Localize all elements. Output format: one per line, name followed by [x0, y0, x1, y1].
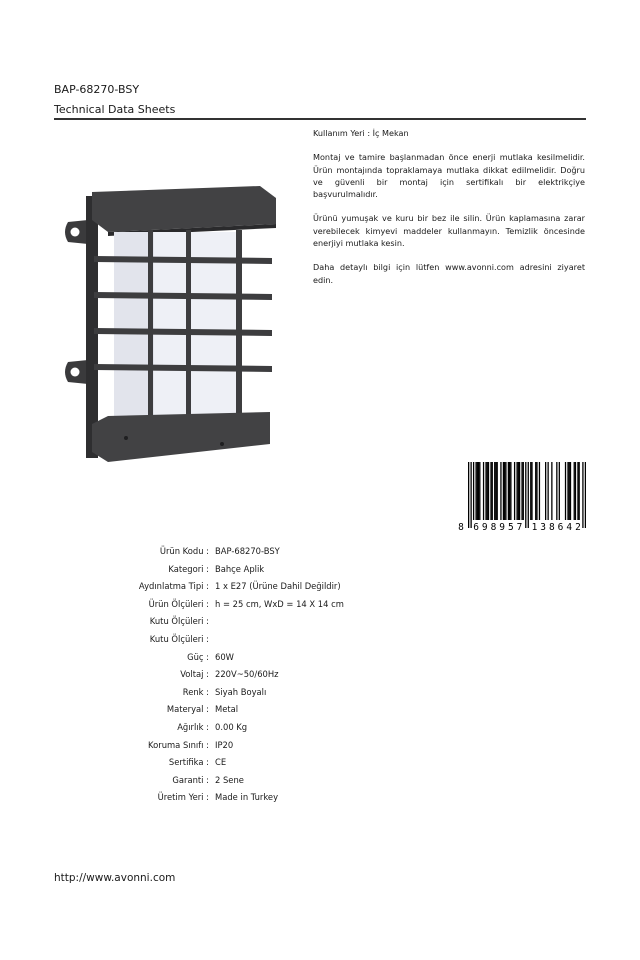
spec-value: CE: [215, 757, 227, 768]
spec-label: Üretim Yeri :: [157, 792, 209, 803]
barcode-bar: [547, 462, 548, 520]
barcode-bar: [470, 462, 471, 528]
barcode-digit: 6: [473, 522, 479, 532]
barcode-bar: [503, 462, 504, 520]
spec-row: [0, 702, 640, 716]
barcode-bar: [565, 462, 566, 520]
spec-row: [0, 632, 640, 646]
barcode-bar: [500, 462, 501, 520]
barcode-bar: [556, 462, 557, 520]
spec-row: [0, 667, 640, 681]
spec-value: Made in Turkey: [215, 792, 279, 803]
barcode-bar: [494, 462, 495, 520]
spec-label: Koruma Sınıfı :: [148, 739, 209, 750]
barcode-bar: [569, 462, 570, 520]
spec-row: [0, 597, 640, 611]
barcode-bar: [535, 462, 536, 520]
barcode-bar: [473, 462, 474, 520]
barcode-bar: [582, 462, 583, 528]
barcode-bar: [483, 462, 484, 520]
barcode-bar: [579, 462, 580, 520]
barcode-digit: 3: [540, 522, 547, 532]
barcode-digit: 9: [499, 522, 506, 532]
cleaning-note: Ürünü yumuşak ve kuru bir bez ile silin. Ürün kaplamasına zarar verebilecek kimyevi maddeler kullanmayın. Temizlik öncesinde enerjiyi mutlaka kesin.: [313, 213, 585, 249]
spec-label: Renk :: [182, 686, 209, 697]
barcode-bar: [551, 462, 552, 520]
spec-row: [0, 685, 640, 699]
barcode-digit: 8: [548, 522, 555, 532]
spec-value: 0.00 Kg: [215, 722, 248, 732]
barcode-bar: [485, 462, 486, 520]
barcode-bar: [559, 462, 560, 520]
barcode-bar: [567, 462, 568, 520]
spec-row: [0, 790, 640, 804]
barcode-bar: [478, 462, 479, 520]
barcode-bar: [521, 462, 522, 520]
barcode-bar: [475, 462, 476, 520]
base: [92, 412, 270, 462]
mounting-ear-top: [65, 220, 88, 244]
barcode-bar: [585, 462, 586, 528]
spec-label: Ürün Kodu :: [159, 546, 209, 556]
barcode-bar: [574, 462, 575, 520]
barcode-bar: [488, 462, 489, 520]
spec-row: [0, 614, 640, 628]
spec-value: Metal: [215, 704, 239, 715]
barcode-bars: [468, 462, 586, 528]
barcode-digits: [458, 522, 581, 532]
spec-label: Aydınlatma Tipi :: [138, 581, 209, 592]
barcode-bar: [477, 462, 478, 520]
barcode-bar: [516, 462, 517, 520]
top-cap: [92, 186, 276, 232]
barcode-bar: [504, 462, 505, 520]
barcode: [458, 462, 586, 532]
spec-label: Ağırlık :: [177, 722, 209, 732]
spec-value: Bahçe Aplik: [215, 563, 265, 574]
barcode-digit: 1: [531, 522, 538, 532]
spec-row: [0, 579, 640, 593]
spec-row: [0, 755, 640, 769]
spec-value: 1 x E27 (Ürüne Dahil Değildir): [215, 581, 341, 592]
barcode-bar: [575, 462, 576, 520]
barcode-digit: 7: [516, 522, 523, 532]
spec-label: Voltaj :: [180, 669, 209, 680]
mounting-ear-bottom: [65, 360, 88, 384]
barcode-bar: [479, 462, 480, 520]
spec-label: Kategori :: [168, 563, 209, 574]
barcode-bar: [497, 462, 498, 520]
barcode-digit: 2: [575, 522, 581, 532]
back-plate: [86, 196, 98, 458]
spec-row: [0, 720, 640, 734]
spec-row: [0, 738, 640, 752]
barcode-bar: [487, 462, 488, 520]
barcode-bar: [509, 462, 510, 520]
barcode-bar: [519, 462, 520, 520]
barcode-bar: [518, 462, 519, 520]
spec-row: [0, 562, 640, 576]
barcode-bar: [530, 462, 531, 520]
spec-label: Materyal :: [166, 704, 209, 715]
barcode-digit: 8: [458, 522, 464, 532]
barcode-bar: [528, 462, 529, 528]
spec-label: Garanti :: [172, 774, 209, 785]
barcode-bar: [505, 462, 506, 520]
spec-label: Sertifika :: [168, 757, 209, 768]
safety-note: Montaj ve tamire başlanmadan önce enerji mutlaka kesilmelidir. Ürün montajında topraklamaya mutlaka dikkat edilmelidir. Doğru ve güvenli bir montaj için sertifikalı bir elektrikçiye başvurulmalıdır.: [313, 152, 585, 200]
barcode-bar: [492, 462, 493, 520]
usage-location: Kullanım Yeri : İç Mekan: [313, 128, 409, 138]
barcode-bar: [539, 462, 540, 520]
barcode-bar: [508, 462, 509, 520]
spec-value: h = 25 cm, WxD = 14 X 14 cm: [215, 598, 344, 609]
barcode-bar: [525, 462, 526, 528]
barcode-digit: 6: [557, 522, 564, 532]
spec-value: IP20: [215, 739, 234, 750]
spec-value: BAP-68270-BSY: [215, 546, 280, 556]
spec-value: 220V~50/60Hz: [215, 669, 279, 680]
barcode-bar: [490, 462, 491, 520]
more-info-note: Daha detaylı bilgi için lütfen www.avonni.com adresini ziyaret edin.: [313, 262, 585, 285]
spec-value: Siyah Boyalı: [215, 686, 267, 697]
spec-value: 60W: [215, 651, 234, 662]
spec-row: [0, 544, 640, 558]
spec-value: 2 Sene: [215, 774, 244, 785]
barcode-bar: [536, 462, 537, 520]
spec-row: [0, 650, 640, 664]
sheet-title: Technical Data Sheets: [54, 103, 176, 116]
spec-label: Güç :: [187, 651, 209, 662]
document-header: [54, 82, 586, 118]
barcode-digit: 8: [490, 522, 497, 532]
barcode-digit: 5: [507, 522, 514, 532]
barcode-bar: [570, 462, 571, 520]
product-image: [64, 180, 282, 468]
spec-label: Kutu Ölçüleri :: [149, 616, 209, 627]
barcode-bar: [531, 462, 532, 520]
spec-label: Ürün Ölçüleri :: [148, 598, 209, 609]
barcode-bar: [514, 462, 515, 520]
barcode-digit: 4: [566, 522, 573, 532]
header-divider: [54, 118, 586, 120]
product-code-title: BAP-68270-BSY: [54, 83, 140, 96]
barcode-bar: [495, 462, 496, 520]
barcode-bar: [468, 462, 469, 528]
spec-label: Kutu Ölçüleri :: [149, 634, 209, 644]
barcode-digit: 9: [481, 522, 488, 532]
barcode-bar: [523, 462, 524, 520]
website-link[interactable]: http://www.avonni.com: [54, 872, 176, 884]
usage-info: [313, 127, 585, 298]
barcode-bar: [510, 462, 511, 520]
spec-row: [0, 773, 640, 787]
barcode-bar: [577, 462, 578, 520]
barcode-bar: [545, 462, 546, 520]
